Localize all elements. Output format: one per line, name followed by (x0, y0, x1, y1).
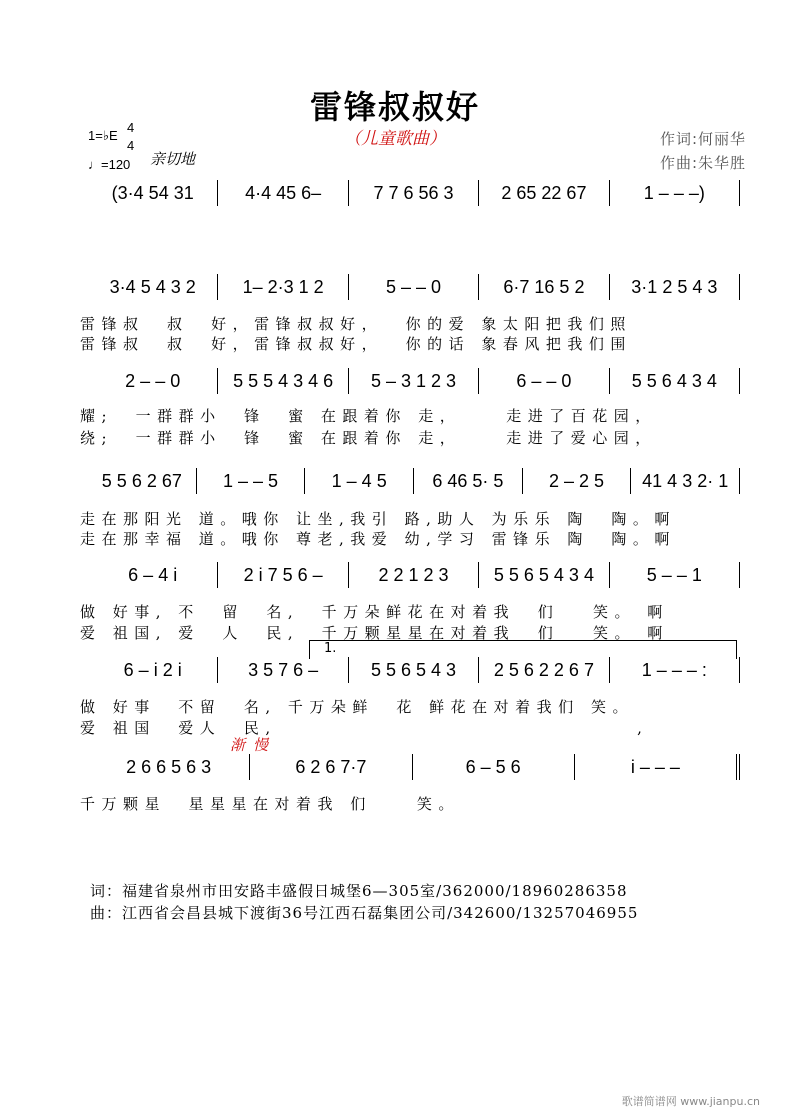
measure-notes: 6 46 5· 5 (432, 470, 504, 491)
measure (610, 180, 740, 206)
time-signature-bottom: 4 (127, 138, 135, 153)
lyric-line: 绕; 一群群小 锋 蜜 在跟着你 走， 走进了爱心园， (80, 429, 657, 447)
measure (218, 180, 348, 206)
watermark: 歌谱简谱网 www.jianpu.cn (621, 1095, 760, 1108)
music-line (88, 657, 740, 683)
measure-notes: 4·4 45 6– (245, 182, 322, 203)
measure (218, 274, 348, 300)
measure (479, 562, 609, 588)
lyric-line: 爱 祖国 爱人 民, , (80, 719, 649, 737)
song-subtitle: （儿童歌曲） (344, 129, 446, 149)
measure-notes: 5 5 5 4 3 4 6 (233, 370, 334, 391)
measure (250, 754, 412, 780)
measure (631, 468, 740, 494)
measure (610, 368, 740, 394)
measure (88, 368, 218, 394)
measure (479, 180, 609, 206)
time-signature-top: 4 (127, 120, 135, 135)
measure (610, 562, 740, 588)
music-line (88, 180, 740, 206)
measure (88, 562, 218, 588)
ritardando-marking: 渐慢 (230, 736, 277, 754)
measure-notes: 1 – – –) (643, 182, 705, 203)
measure (349, 274, 479, 300)
measure-notes: 3·4 5 4 3 2 (109, 276, 196, 297)
volta-label: 1. (324, 641, 337, 656)
footer-composer-address: 曲：江西省会昌县城下渡街36号江西石磊集团公司/342600/13257046955 (90, 904, 639, 922)
measure-notes: 1– 2·3 1 2 (242, 276, 324, 297)
music-line (88, 468, 740, 494)
lyric-line: 雷锋叔 叔 好，雷锋叔叔好， 你的爱 象太阳把我们照 (80, 315, 632, 333)
measure (610, 274, 740, 300)
music-line (88, 368, 740, 394)
measure (349, 657, 479, 683)
measure-notes: 1 – 4 5 (331, 470, 387, 491)
measure (479, 657, 609, 683)
lyric-line: 雷锋叔 叔 好，雷锋叔叔好， 你的话 象春风把我们围 (80, 335, 632, 353)
lyric-line: 走在那幸福 道。哦你 尊老,我爱 幼,学习 雷锋乐 陶 陶。啊 (80, 530, 676, 548)
measure (218, 562, 348, 588)
lyric-line: 爱 祖国, 爱 人 民, 千万颗星星在对着我 们 笑。 啊 (80, 624, 669, 642)
measure (414, 468, 523, 494)
tempo-marking: ♩=120 (88, 157, 131, 172)
lyric-line: 做 好事, 不 留 名, 千万朵鲜花在对着我 们 笑。 啊 (80, 603, 669, 621)
measure (349, 180, 479, 206)
music-line (88, 754, 740, 780)
measure-notes: 2 – 2 5 (549, 470, 605, 491)
measure (575, 754, 740, 780)
measure (305, 468, 414, 494)
measure-notes: 5 5 6 4 3 4 (631, 370, 717, 391)
expression-marking: 亲切地 (150, 150, 196, 168)
lyric-line: 千万颗星 星星星在对着我 们 笑。 (80, 795, 460, 813)
key-signature: 1=♭E (88, 128, 118, 143)
measure-notes: 5 5 6 5 4 3 4 (493, 564, 594, 585)
measure (610, 657, 740, 683)
footer-lyricist-address: 词：福建省泉州市田安路丰盛假日城堡6—305室/362000/18960286358 (90, 882, 628, 900)
first-ending-bracket (309, 640, 737, 659)
song-title: 雷锋叔叔好 (309, 88, 480, 126)
measure (218, 657, 348, 683)
measure-notes: 6 – – 0 (516, 370, 572, 391)
measure (88, 180, 218, 206)
composer-credit: 作曲:朱华胜 (659, 154, 746, 172)
music-line (88, 274, 740, 300)
measure-notes: (3·4 54 31 (111, 182, 194, 203)
measure-notes: 2 6 6 5 6 3 (126, 756, 212, 777)
lyricist-credit: 作词:何丽华 (659, 130, 746, 148)
measure-notes: 5 – 3 1 2 3 (370, 370, 457, 391)
measure (413, 754, 575, 780)
measure (349, 368, 479, 394)
measure-notes: 6 – i 2 i (123, 659, 182, 680)
measure-notes: 3 5 7 6 – (248, 659, 319, 680)
music-line (88, 562, 740, 588)
measure (88, 468, 197, 494)
measure (88, 754, 250, 780)
measure-notes: 7 7 6 56 3 (373, 182, 454, 203)
measure (88, 657, 218, 683)
measure-notes: 2 i 7 5 6 – (243, 564, 323, 585)
measure-notes: 5 – – 0 (385, 276, 442, 297)
measure-notes: 5 5 6 2 67 (101, 470, 182, 491)
lyric-line: 耀; 一群群小 锋 蜜 在跟着你 走， 走进了百花园， (80, 407, 657, 425)
measure-notes: 2 5 6 2 2 6 7 (493, 659, 594, 680)
measure-notes: 6 – 5 6 (465, 756, 521, 777)
measure-notes: 5 – – 1 (646, 564, 702, 585)
measure-notes: 1 – – 5 (222, 470, 279, 491)
lyric-line: 做 好事 不留 名, 千万朵鲜 花 鲜花在对着我们 笑。 (80, 698, 634, 716)
measure-notes: 1 – – – : (641, 659, 707, 680)
measure-notes: 2 – – 0 (125, 370, 181, 391)
measure-notes: 6·7 16 5 2 (503, 276, 585, 297)
measure-notes: 41 4 3 2· 1 (642, 470, 729, 491)
measure (88, 274, 218, 300)
measure-notes: 6 2 6 7·7 (295, 756, 367, 777)
lyric-line: 走在那阳光 道。哦你 让坐,我引 路,助人 为乐乐 陶 陶。啊 (80, 510, 676, 528)
measure (349, 562, 479, 588)
measure (479, 274, 609, 300)
measure-notes: 5 5 6 5 4 3 (370, 659, 457, 680)
measure (523, 468, 632, 494)
measure (218, 368, 348, 394)
measure (479, 368, 609, 394)
measure-notes: 2 65 22 67 (501, 182, 587, 203)
measure-notes: 3·1 2 5 4 3 (631, 276, 718, 297)
measure-notes: 6 – 4 i (128, 564, 178, 585)
measure (197, 468, 306, 494)
measure-notes: i – – – (630, 756, 680, 777)
measure-notes: 2 2 1 2 3 (378, 564, 449, 585)
